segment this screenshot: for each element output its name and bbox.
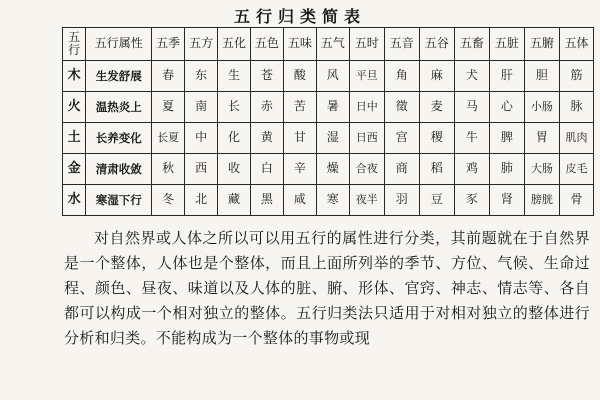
- table-cell: 肺: [489, 154, 524, 185]
- table-cell: 合夜: [349, 154, 384, 185]
- table-row: [63, 92, 594, 123]
- element-cell: 木: [63, 61, 86, 92]
- table-cell: 藏: [218, 185, 251, 216]
- table-cell: 长: [218, 92, 251, 123]
- table-cell: 宫: [384, 123, 419, 154]
- table-cell: 商: [384, 154, 419, 185]
- table-cell: 白: [250, 154, 283, 185]
- five-elements-table: [62, 27, 594, 216]
- table-cell: 赤: [250, 92, 283, 123]
- table-cell: 麻: [419, 61, 454, 92]
- header-cell: 五行属性: [86, 28, 152, 61]
- table-cell: 心: [489, 92, 524, 123]
- table-cell: 角: [384, 61, 419, 92]
- table-cell: 脾: [489, 123, 524, 154]
- header-cell: 五体: [559, 28, 593, 61]
- table-cell: 骨: [559, 185, 593, 216]
- body-paragraph: [64, 226, 590, 351]
- table-cell: 秋: [152, 154, 185, 185]
- table-cell: 春: [152, 61, 185, 92]
- table-cell: 肌肉: [559, 123, 593, 154]
- table-cell: 夜半: [349, 185, 384, 216]
- table-cell: 西: [185, 154, 218, 185]
- table-cell: 长夏: [152, 123, 185, 154]
- table-cell: 收: [218, 154, 251, 185]
- table-cell: 稷: [419, 123, 454, 154]
- table-cell: 肝: [489, 61, 524, 92]
- table-cell: 冬: [152, 185, 185, 216]
- attribute-cell: 生发舒展: [86, 61, 152, 92]
- table-cell: 中: [185, 123, 218, 154]
- table-cell: 麦: [419, 92, 454, 123]
- table-cell: 大肠: [524, 154, 559, 185]
- header-cell: 五时: [349, 28, 384, 61]
- table-cell: 生: [218, 61, 251, 92]
- header-cell: 五谷: [419, 28, 454, 61]
- header-cell: 五味: [283, 28, 316, 61]
- element-cell: 土: [63, 123, 86, 154]
- header-cell: 五化: [218, 28, 251, 61]
- table-cell: 犬: [454, 61, 489, 92]
- element-cell: 金: [63, 154, 86, 185]
- table-cell: 羽: [384, 185, 419, 216]
- table-cell: 风: [316, 61, 349, 92]
- table-cell: 牛: [454, 123, 489, 154]
- header-cell: 五行: [63, 28, 86, 61]
- table-cell: 东: [185, 61, 218, 92]
- table-cell: 皮毛: [559, 154, 593, 185]
- table-cell: 苍: [250, 61, 283, 92]
- header-cell: 五色: [250, 28, 283, 61]
- table-row: [63, 123, 594, 154]
- paragraph-text: 对自然界或人体之所以可以用五行的属性进行分类，其前题就在于自然界是一个整体，人体也是个整体，而且上面所列举的季节、方位、气候、生命过程、颜色、昼夜、味道以及人体的脏、腑、形体、官窍、神志、情志等、各自都可以构成一个相对独立的整体。五行归类法只适用于对相对独立的整体进行分析和归类。不能构成为一个整体的事物或现: [64, 229, 590, 347]
- table-cell: 脉: [559, 92, 593, 123]
- header-cell: 五音: [384, 28, 419, 61]
- table-cell: 日西: [349, 123, 384, 154]
- attribute-cell: 清肃收敛: [86, 154, 152, 185]
- table-cell: 黑: [250, 185, 283, 216]
- table-cell: 豕: [454, 185, 489, 216]
- table-cell: 小肠: [524, 92, 559, 123]
- table-cell: 鸡: [454, 154, 489, 185]
- table-cell: 肾: [489, 185, 524, 216]
- table-cell: 平旦: [349, 61, 384, 92]
- table-cell: 化: [218, 123, 251, 154]
- table-row: [63, 61, 594, 92]
- header-cell: 五畜: [454, 28, 489, 61]
- attribute-cell: 长养变化: [86, 123, 152, 154]
- table-row: [63, 154, 594, 185]
- table-cell: 膀胱: [524, 185, 559, 216]
- table-cell: 筋: [559, 61, 593, 92]
- table-cell: 徵: [384, 92, 419, 123]
- table-cell: 马: [454, 92, 489, 123]
- table-cell: 黄: [250, 123, 283, 154]
- table-title: 五行归类简表: [233, 7, 366, 26]
- attribute-cell: 温热炎上: [86, 92, 152, 123]
- table-cell: 胆: [524, 61, 559, 92]
- table-row: [63, 185, 594, 216]
- table-cell: 燥: [316, 154, 349, 185]
- table-cell: 南: [185, 92, 218, 123]
- element-cell: 水: [63, 185, 86, 216]
- element-cell: 火: [63, 92, 86, 123]
- header-cell: 五气: [316, 28, 349, 61]
- table-cell: 豆: [419, 185, 454, 216]
- table-cell: 甘: [283, 123, 316, 154]
- table-cell: 胃: [524, 123, 559, 154]
- table-cell: 日中: [349, 92, 384, 123]
- table-cell: 湿: [316, 123, 349, 154]
- header-cell: 五方: [185, 28, 218, 61]
- table-cell: 酸: [283, 61, 316, 92]
- table-cell: 寒: [316, 185, 349, 216]
- table-cell: 苦: [283, 92, 316, 123]
- table-cell: 北: [185, 185, 218, 216]
- header-cell: 五季: [152, 28, 185, 61]
- header-cell: 五脏: [489, 28, 524, 61]
- table-cell: 辛: [283, 154, 316, 185]
- table-header-row: [63, 28, 594, 61]
- table-cell: 咸: [283, 185, 316, 216]
- table-cell: 暑: [316, 92, 349, 123]
- table-cell: 夏: [152, 92, 185, 123]
- attribute-cell: 寒湿下行: [86, 185, 152, 216]
- header-cell: 五腑: [524, 28, 559, 61]
- table-cell: 稻: [419, 154, 454, 185]
